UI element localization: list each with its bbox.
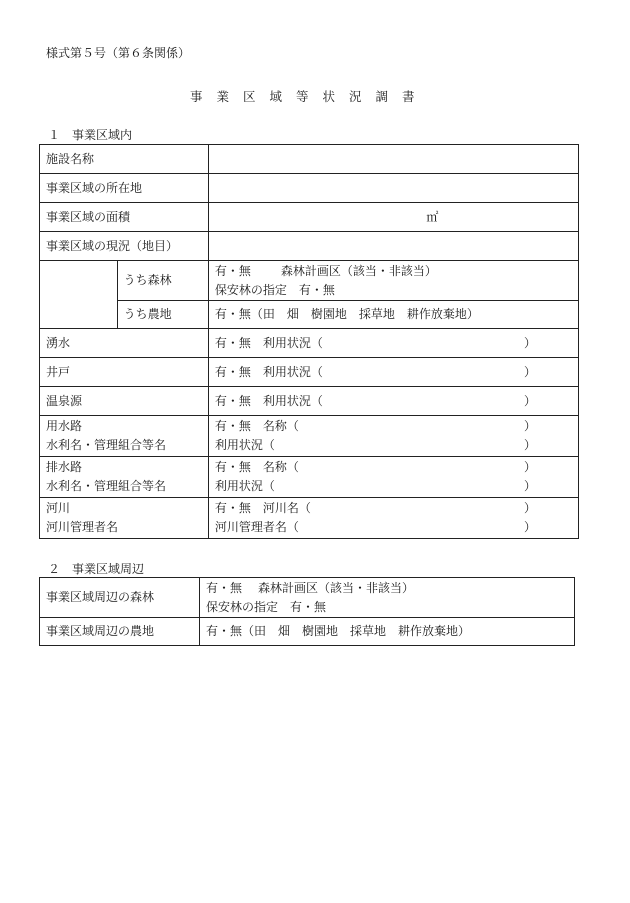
hotspring-close: ）: [523, 393, 536, 408]
drainage-label-2: 水利名・管理組合等名: [46, 479, 167, 493]
drainage-field[interactable]: [208, 457, 578, 498]
irrigation-usage-close: ）: [523, 438, 536, 452]
irrigation-usage-text: 利用状況（: [214, 438, 275, 452]
forest-field[interactable]: [208, 261, 578, 301]
hotspring-field[interactable]: [208, 387, 578, 416]
area-row: [40, 203, 579, 232]
surrounding-forest-plan-area[interactable]: 森林計画区（該当・非該当）: [258, 580, 415, 595]
spring-label: 湧水: [40, 329, 209, 358]
river-name-close: ）: [523, 501, 536, 515]
well-label: 井戸: [40, 358, 209, 387]
forest-plan-area[interactable]: 森林計画区（該当・非該当）: [280, 263, 437, 278]
river-label-2: 河川管理者名: [46, 520, 119, 534]
irrigation-label-1: 用水路: [46, 419, 83, 433]
well-text: 有・無 利用状況（: [214, 364, 323, 379]
river-field[interactable]: [208, 498, 578, 539]
drainage-name-close: ）: [523, 460, 536, 474]
farmland-field[interactable]: 有・無（田 畑 樹園地 採草地 耕作放棄地）: [208, 301, 578, 329]
surrounding-forest-yes-no[interactable]: 有・無: [206, 580, 243, 595]
river-label: [40, 498, 209, 539]
surrounding-farmland-label: 事業区域周辺の農地: [40, 618, 200, 646]
status-label: 事業区域の現況（地目）: [40, 232, 209, 261]
section2-heading: ２ 事業区域周辺: [48, 562, 145, 576]
location-row: [40, 174, 579, 203]
section1-table: [39, 144, 579, 539]
area-unit: ㎡: [426, 209, 439, 224]
location-field[interactable]: [208, 174, 578, 203]
spring-row: [40, 329, 579, 358]
hotspring-label: 温泉源: [40, 387, 209, 416]
drainage-label: [40, 457, 209, 498]
irrigation-row: [40, 416, 579, 457]
hotspring-row: [40, 387, 579, 416]
drainage-row: [40, 457, 579, 498]
farmland-label: うち農地: [117, 301, 208, 329]
section1-heading: １ 事業区域内: [48, 128, 133, 142]
facility-name-label: 施設名称: [40, 145, 209, 174]
status-field[interactable]: [208, 232, 578, 261]
irrigation-field[interactable]: [208, 416, 578, 457]
surrounding-farmland-field[interactable]: 有・無（田 畑 樹園地 採草地 耕作放棄地）: [200, 618, 575, 646]
drainage-usage-close: ）: [523, 479, 536, 493]
area-field[interactable]: [208, 203, 578, 232]
irrigation-name-close: ）: [523, 419, 536, 433]
forest-protection[interactable]: 保安林の指定 有・無: [214, 282, 335, 297]
facility-name-row: [40, 145, 579, 174]
location-label: 事業区域の所在地: [40, 174, 209, 203]
status-row: [40, 232, 579, 261]
hotspring-text: 有・無 利用状況（: [214, 393, 323, 408]
forest-yes-no[interactable]: 有・無: [214, 263, 251, 278]
river-manager-text: 河川管理者名（: [214, 520, 299, 534]
irrigation-label-2: 水利名・管理組合等名: [46, 438, 167, 452]
drainage-label-1: 排水路: [46, 460, 83, 474]
surrounding-farmland-row: [40, 618, 575, 646]
area-label: 事業区域の面積: [40, 203, 209, 232]
river-row: [40, 498, 579, 539]
farmland-row: [40, 301, 579, 329]
irrigation-label: [40, 416, 209, 457]
spring-text: 有・無 利用状況（: [214, 335, 323, 350]
spring-close: ）: [523, 335, 536, 350]
surrounding-forest-field[interactable]: [200, 578, 575, 618]
form-number: 様式第５号（第６条関係）: [46, 46, 191, 60]
irrigation-name-text: 有・無 名称（: [214, 419, 299, 433]
status-indent-cell: [40, 261, 118, 329]
river-manager-close: ）: [523, 520, 536, 534]
facility-name-field[interactable]: [208, 145, 578, 174]
well-row: [40, 358, 579, 387]
drainage-name-text: 有・無 名称（: [214, 460, 299, 474]
surrounding-forest-row: [40, 578, 575, 618]
spring-field[interactable]: [208, 329, 578, 358]
surrounding-forest-label: 事業区域周辺の森林: [40, 578, 200, 618]
forest-row: [40, 261, 579, 301]
document-title: 事業区域等状況調書: [190, 89, 429, 104]
drainage-usage-text: 利用状況（: [214, 479, 275, 493]
section2-table: [39, 577, 575, 646]
well-field[interactable]: [208, 358, 578, 387]
river-label-1: 河川: [46, 501, 71, 515]
surrounding-forest-protection[interactable]: 保安林の指定 有・無: [206, 599, 327, 614]
river-name-text: 有・無 河川名（: [214, 501, 311, 515]
forest-label: うち森林: [117, 261, 208, 301]
well-close: ）: [523, 364, 536, 379]
